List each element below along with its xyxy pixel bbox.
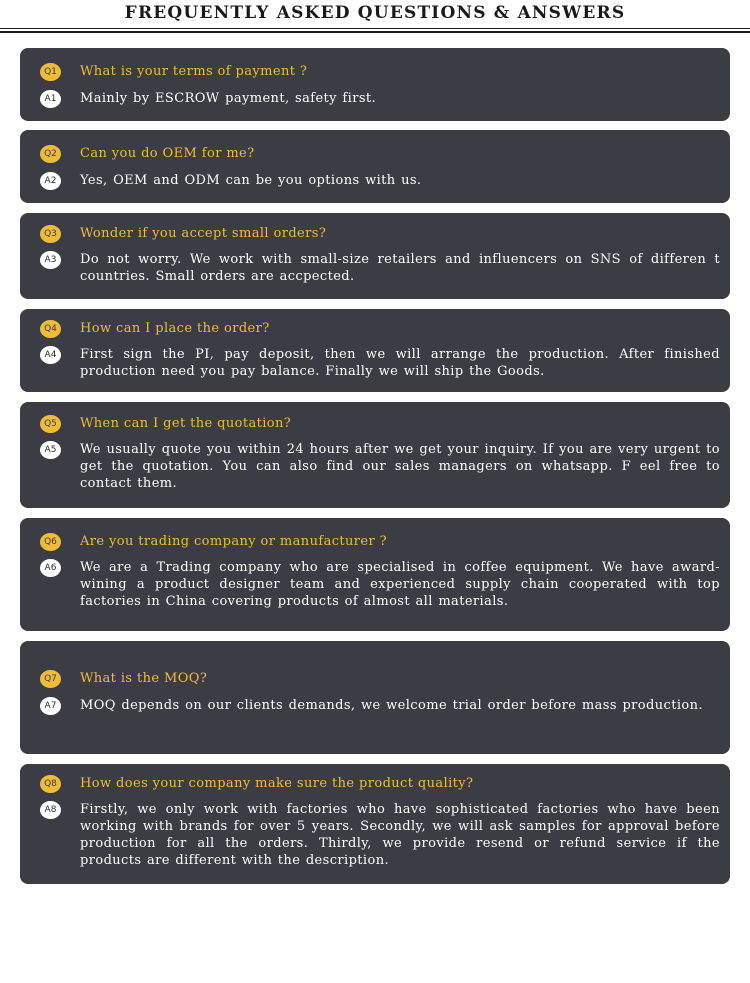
page-title: FREQUENTLY ASKED QUESTIONS & ANSWERS — [124, 3, 626, 23]
faq-card-6 — [20, 518, 730, 631]
answer-badge: A3 — [40, 251, 61, 269]
answer-badge: A8 — [40, 801, 61, 819]
question-badge: Q4 — [40, 320, 61, 338]
question-badge: Q3 — [40, 225, 61, 243]
answer-badge: A1 — [40, 90, 61, 108]
question-text: How can I place the order? — [80, 321, 270, 336]
answer-badge: A7 — [40, 697, 61, 715]
answer-text: First sign the PI, pay deposit, then we will arrange the production. After finished production need you pay balance. Finally we will ship the Goods. — [80, 347, 720, 379]
question-text: What is the MOQ? — [80, 671, 208, 686]
answer-badge: A6 — [40, 559, 61, 577]
faq-card-7 — [20, 641, 730, 754]
header-rule-thick — [0, 31, 750, 33]
question-badge: Q8 — [40, 775, 61, 793]
question-badge: Q1 — [40, 63, 61, 81]
answer-text: Yes, OEM and ODM can be you options with us. — [80, 173, 422, 188]
faq-card-2 — [20, 130, 730, 203]
question-text: Are you trading company or manufacturer ? — [80, 534, 388, 549]
faq-card-8 — [20, 764, 730, 884]
answer-badge: A2 — [40, 172, 61, 190]
answer-badge: A4 — [40, 346, 61, 364]
question-badge: Q7 — [40, 670, 61, 688]
header-rule — [0, 28, 750, 29]
question-badge: Q2 — [40, 145, 61, 163]
faq-card-3 — [20, 213, 730, 299]
question-badge: Q6 — [40, 533, 61, 551]
question-text: Can you do OEM for me? — [80, 146, 255, 161]
answer-text: Mainly by ESCROW payment, safety first. — [80, 91, 377, 106]
answer-text: We usually quote you within 24 hours after we get your inquiry. If you are very urgent to get the quotation. You can also find our sales managers on whatsapp. F eel free to contact them. — [80, 442, 720, 491]
page-header — [0, 0, 750, 36]
faq-card-4 — [20, 309, 730, 392]
answer-text: Firstly, we only work with factories who have sophisticated factories who have been working with brands for over 5 years. Secondly, we will ask samples for approval before production for all the orders. Thirdly, we provide resend or refund service if the products are different with the description. — [80, 802, 720, 868]
question-badge: Q5 — [40, 415, 61, 433]
answer-text: MOQ depends on our clients demands, we welcome trial order before mass production. — [80, 698, 703, 713]
answer-badge: A5 — [40, 441, 61, 459]
faq-card-5 — [20, 402, 730, 508]
answer-text: Do not worry. We work with small-size retailers and influencers on SNS of differen t countries. Small orders are accpected. — [80, 252, 720, 284]
question-text: How does your company make sure the product quality? — [80, 776, 474, 791]
question-text: What is your terms of payment ? — [80, 64, 308, 79]
question-text: When can I get the quotation? — [80, 416, 292, 431]
answer-text: We are a Trading company who are specialised in coffee equipment. We have award-wining a product designer team and experienced supply chain cooperated with top factories in China covering products of almost all materials. — [80, 560, 720, 609]
faq-card-1 — [20, 48, 730, 121]
question-text: Wonder if you accept small orders? — [80, 226, 327, 241]
